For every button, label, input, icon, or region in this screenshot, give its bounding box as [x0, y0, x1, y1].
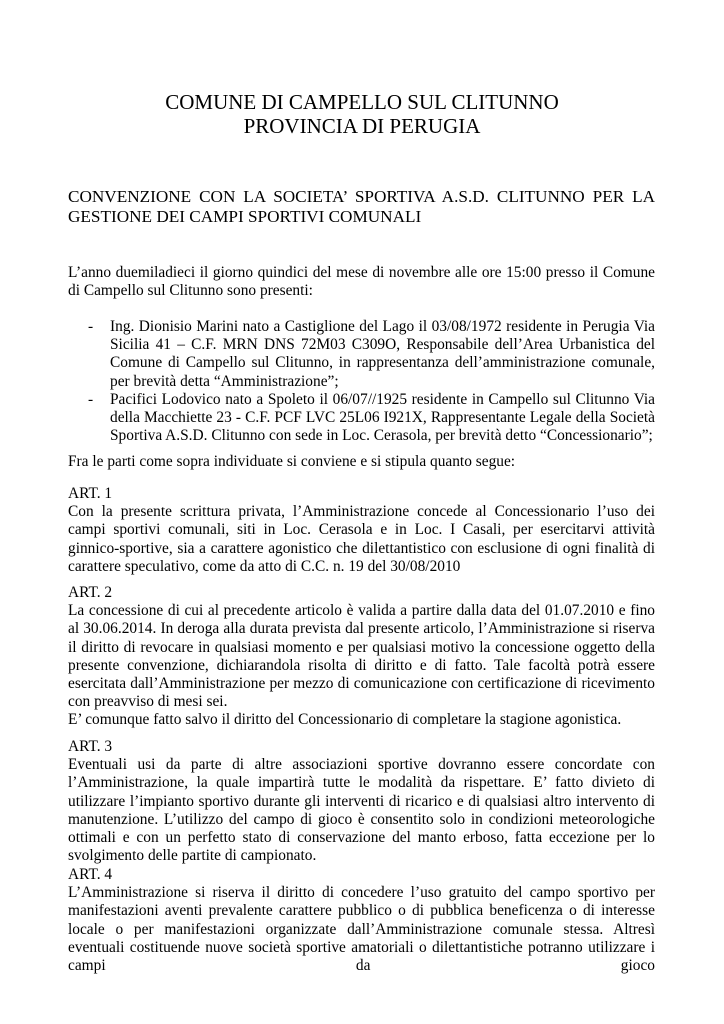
- province-name: PROVINCIA DI PERUGIA: [243, 114, 481, 138]
- agreement-paragraph: Fra le parti come sopra individuate si conviene e si stipula quanto segue:: [68, 453, 516, 470]
- article-body: La concessione di cui al precedente articolo è valida a partire dalla data del 01.07.2010 e fino al 30.06.2014. In deroga alla durata prevista dal presente articolo, l’Amministrazione si riserva il diritto di revocare in qualsiasi momento e per qualsiasi motivo la concessione oggetto della presente convenzione, dichiarandola risolta di diritto e di fatto. Tale facoltà potrà essere esercitata dall’Amministrazione per mezzo di comunicazione con certificazione di ricevimento con preavviso di mesi sei.: [68, 602, 655, 711]
- article-3: [68, 738, 655, 865]
- intro-paragraph: L’anno duemiladieci il giorno quindici del mese di novembre alle ore 15:00 presso il Comune di Campello sul Clitunno sono presenti:: [68, 264, 655, 300]
- article-label: ART. 4: [68, 866, 113, 883]
- party-description: Pacifici Lodovico nato a Spoleto il 06/07//1925 residente in Campello sul Clitunno Via della Macchiette 23 - C.F. PCF LVC 25L06 I921X, Rappresentante Legale della Società Sportiva A.S.D. Clitunno con sede in Loc. Cerasola, per brevità detto “Concessionario”;: [110, 390, 655, 445]
- article-4: [68, 866, 655, 975]
- party-description: Ing. Dionisio Marini nato a Castiglione del Lago il 03/08/1972 residente in Perugia Via Sicilia 41 – C.F. MRN DNS 72M03 C309O, Responsabile dell’Area Urbanistica del Comune di Campello sul Clitunno, in rappresentanza dell’amministrazione comunale, per brevità detta “Amministrazione”;: [110, 318, 655, 390]
- list-item: [68, 391, 655, 446]
- document-header: [0, 90, 724, 138]
- list-bullet: -: [88, 390, 94, 408]
- parties-list: [68, 318, 655, 445]
- article-label: ART. 3: [68, 738, 113, 755]
- list-item: [68, 318, 655, 391]
- document-title: CONVENZIONE CON LA SOCIETA’ SPORTIVA A.S.D. CLITUNNO PER LA GESTIONE DEI CAMPI SPORTIVI COMUNALI: [68, 187, 655, 226]
- list-bullet: -: [88, 318, 94, 335]
- article-1: [68, 485, 655, 576]
- municipality-name: COMUNE DI CAMPELLO SUL CLITUNNO: [165, 90, 559, 114]
- article-note: E’ comunque fatto salvo il diritto del Concessionario di completare la stagione agonistica.: [68, 711, 622, 729]
- article-2: [68, 584, 655, 730]
- article-label: ART. 1: [68, 485, 113, 502]
- article-body: Eventuali usi da parte di altre associazioni sportive dovranno essere concordate con l’Amministrazione, la quale impartirà tutte le modalità da rispettare. E’ fatto divieto di utilizzare l’impianto sportivo durante gli interventi di ricarico e di qualsiasi altro intervento di manutenzione. L’utilizzo del campo di gioco è consentito solo in condizioni meteorologiche ottimali e con un perfetto stato di conservazione del manto erboso, fatta eccezione per lo svolgimento delle partite di campionato.: [68, 756, 655, 865]
- article-label: ART. 2: [68, 584, 113, 601]
- article-body: Con la presente scrittura privata, l’Amministrazione concede al Concessionario l’uso dei campi sportivi comunali, siti in Loc. Cerasola e in Loc. I Casali, per esercitarvi attività ginnico-sportive, sia a carattere agonistico che dilettantistico con esclusione di ogni finalità di carattere speculativo, come da atto di C.C. n. 19 del 30/08/2010: [68, 503, 655, 575]
- article-body: L’Amministrazione si riserva il diritto di concedere l’uso gratuito del campo sportivo per manifestazioni aventi prevalente carattere pubblico o di pubblica beneficenza o di interesse locale o per manifestazioni organizzate dall’Amministrazione comunale stessa. Altresì eventuali costituende nuove società sportive amatoriali o dilettantistiche potranno utilizzare i campi da gioco: [68, 884, 655, 975]
